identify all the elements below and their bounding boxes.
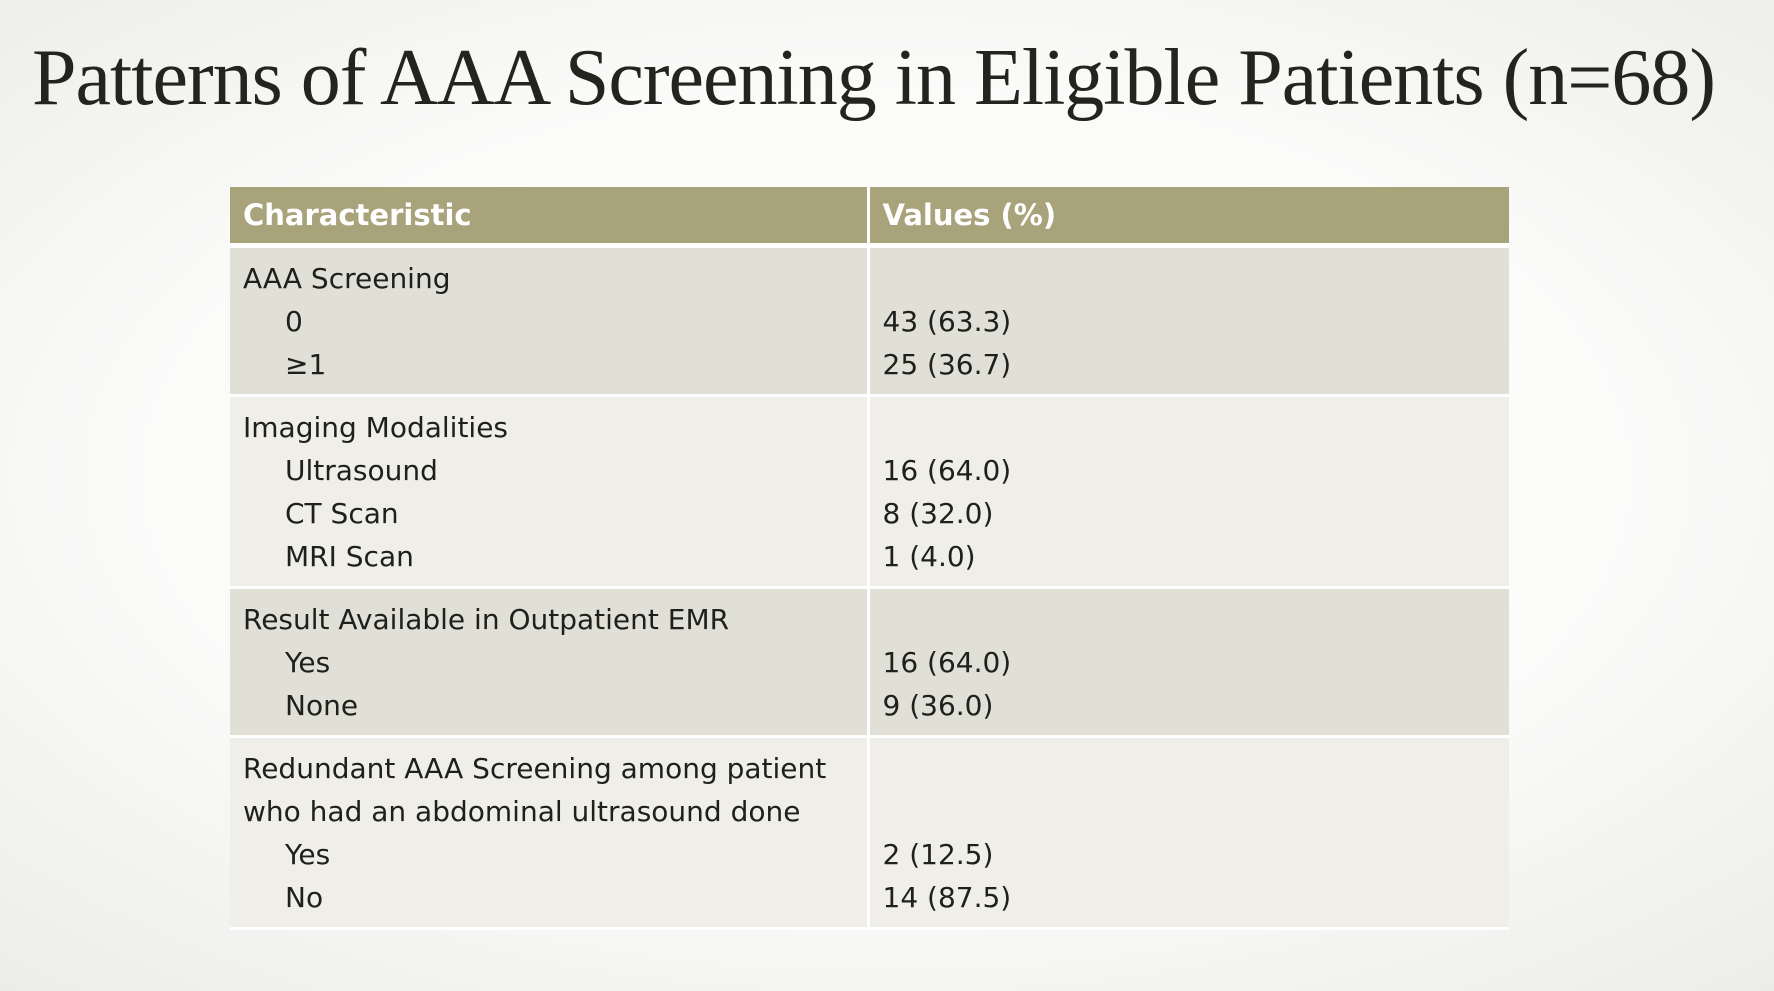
characteristic-cell (230, 396, 868, 588)
row-value: 8 (32.0) (882, 497, 994, 530)
row-label: MRI Scan (285, 540, 414, 573)
group-label: Redundant AAA Screening among patient (243, 752, 827, 785)
table-row-redundant-screening (230, 737, 1509, 929)
header-characteristic: Characteristic (230, 187, 868, 246)
row-label: CT Scan (285, 497, 399, 530)
row-label: No (285, 881, 324, 914)
row-value: 9 (36.0) (882, 689, 994, 722)
header-values: Values (%) (868, 187, 1509, 246)
row-label: Yes (285, 838, 331, 871)
values-cell (868, 737, 1509, 929)
row-value: 16 (64.0) (882, 454, 1012, 487)
values-cell (868, 246, 1509, 396)
slide-title: Patterns of AAA Screening in Eligible Patients (n=68) (32, 34, 1715, 122)
screening-table (230, 187, 1509, 930)
row-label: Ultrasound (285, 454, 438, 487)
row-label: Yes (285, 646, 331, 679)
group-label: AAA Screening (243, 262, 451, 295)
characteristic-cell (230, 246, 868, 396)
row-value: 25 (36.7) (882, 348, 1012, 381)
row-label: None (285, 689, 359, 722)
group-label: Imaging Modalities (243, 411, 509, 444)
row-value: 43 (63.3) (882, 305, 1012, 338)
table-row-imaging-modalities (230, 396, 1509, 588)
row-value: 2 (12.5) (882, 838, 994, 871)
values-cell (868, 588, 1509, 737)
group-label: who had an abdominal ultrasound done (243, 795, 801, 828)
row-value: 14 (87.5) (882, 881, 1012, 914)
table-header-row (230, 187, 1509, 246)
table-row-aaa-screening (230, 246, 1509, 396)
group-label: Result Available in Outpatient EMR (243, 603, 730, 636)
characteristic-cell (230, 588, 868, 737)
row-value: 16 (64.0) (882, 646, 1012, 679)
table-row-result-available (230, 588, 1509, 737)
row-value: 1 (4.0) (882, 540, 976, 573)
row-label: 0 (285, 305, 303, 338)
values-cell (868, 396, 1509, 588)
characteristic-cell (230, 737, 868, 929)
row-label: ≥1 (285, 348, 327, 381)
